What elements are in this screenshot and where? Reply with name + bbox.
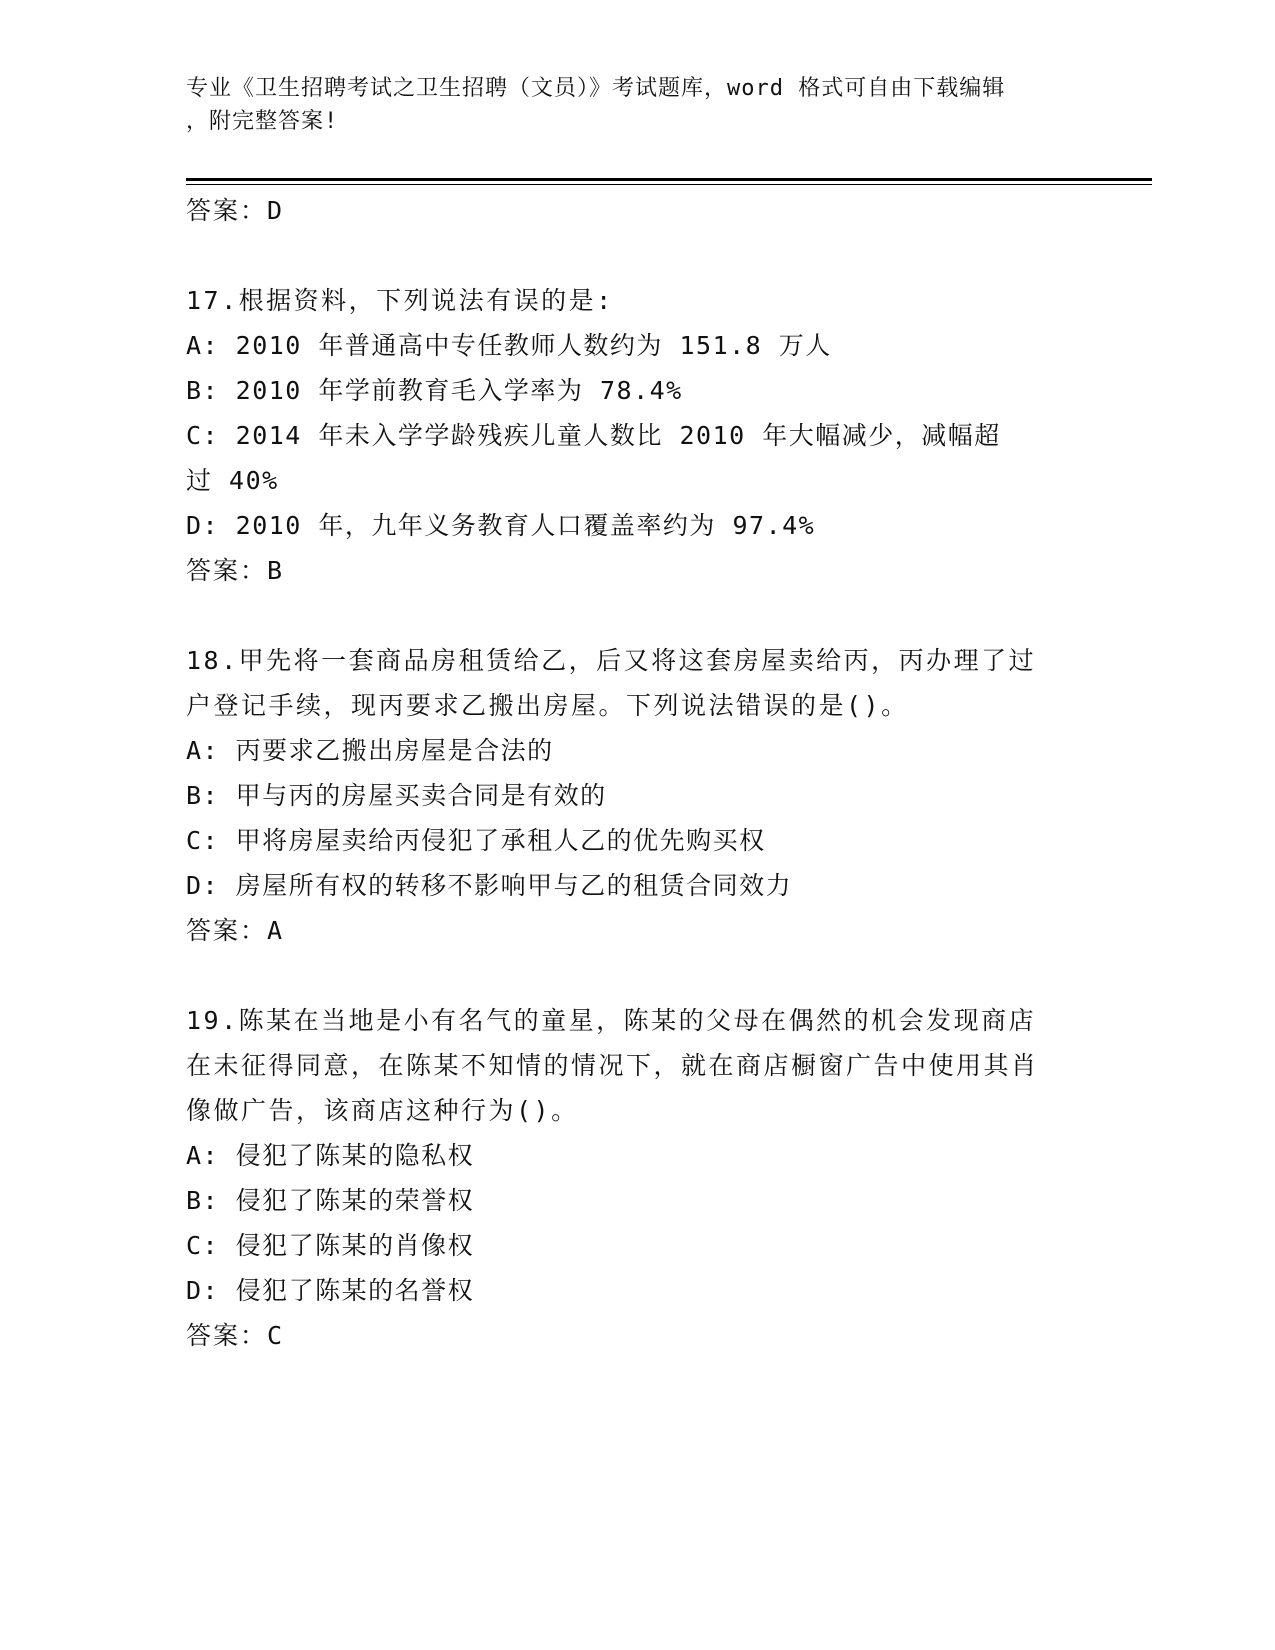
question-answer	[186, 908, 1086, 953]
answer-label: 答案：	[186, 1321, 268, 1350]
question-stem: 18.甲先将一套商品房租赁给乙，后又将这套房屋卖给丙，丙办理了过户登记手续，现丙要求乙搬出房屋。下列说法错误的是()。	[186, 646, 1037, 720]
question-answer	[186, 1313, 1086, 1358]
option-b: B: 2010 年学前教育毛入学率为 78.4%	[186, 376, 683, 405]
answer-value: D	[267, 196, 285, 225]
option-a: A: 丙要求乙搬出房屋是合法的	[186, 736, 554, 765]
document-body	[186, 188, 1086, 1358]
answer-value: C	[267, 1321, 285, 1350]
question-stem: 19.陈某在当地是小有名气的童星，陈某的父母在偶然的机会发现商店在未征得同意，在陈某不知情的情况下，就在商店橱窗广告中使用其肖像做广告，该商店这种行为()。	[186, 1006, 1039, 1125]
answer-value: B	[267, 556, 285, 585]
header-line-2: ，附完整答案!	[186, 109, 339, 134]
option-d: D: 侵犯了陈某的名誉权	[186, 1276, 475, 1305]
answer-value: A	[267, 916, 285, 945]
option-a: A: 2010 年普通高中专任教师人数约为 151.8 万人	[186, 331, 832, 360]
option-b: B: 甲与丙的房屋买卖合同是有效的	[186, 781, 607, 810]
option-c: C: 2014 年未入学学龄残疾儿童人数比 2010 年大幅减少，减幅超过 40%	[186, 421, 1001, 495]
header-line-1: 专业《卫生招聘考试之卫生招聘（文员）》考试题库，word 格式可自由下载编辑	[186, 76, 1006, 101]
spacer	[186, 233, 1086, 278]
option-b: B: 侵犯了陈某的荣誉权	[186, 1186, 475, 1215]
question-19	[186, 998, 1086, 1358]
option-c: C: 甲将房屋卖给丙侵犯了承租人乙的优先购买权	[186, 826, 766, 855]
question-18	[186, 638, 1086, 953]
header-rule-thick	[186, 178, 1152, 181]
question-answer	[186, 548, 1086, 593]
spacer	[186, 593, 1086, 638]
option-d: D: 房屋所有权的转移不影响甲与乙的租赁合同效力	[186, 871, 793, 900]
header-rule-thin	[186, 184, 1152, 185]
answer-label: 答案：	[186, 556, 268, 585]
document-header	[186, 72, 1066, 138]
option-d: D: 2010 年，九年义务教育人口覆盖率约为 97.4%	[186, 511, 816, 540]
question-17	[186, 278, 1086, 593]
spacer	[186, 953, 1086, 998]
answer-label: 答案：	[186, 916, 268, 945]
option-a: A: 侵犯了陈某的隐私权	[186, 1141, 475, 1170]
answer-label: 答案：	[186, 196, 268, 225]
previous-answer	[186, 188, 1086, 233]
option-c: C: 侵犯了陈某的肖像权	[186, 1231, 475, 1260]
question-stem: 17.根据资料，下列说法有误的是:	[186, 286, 614, 315]
